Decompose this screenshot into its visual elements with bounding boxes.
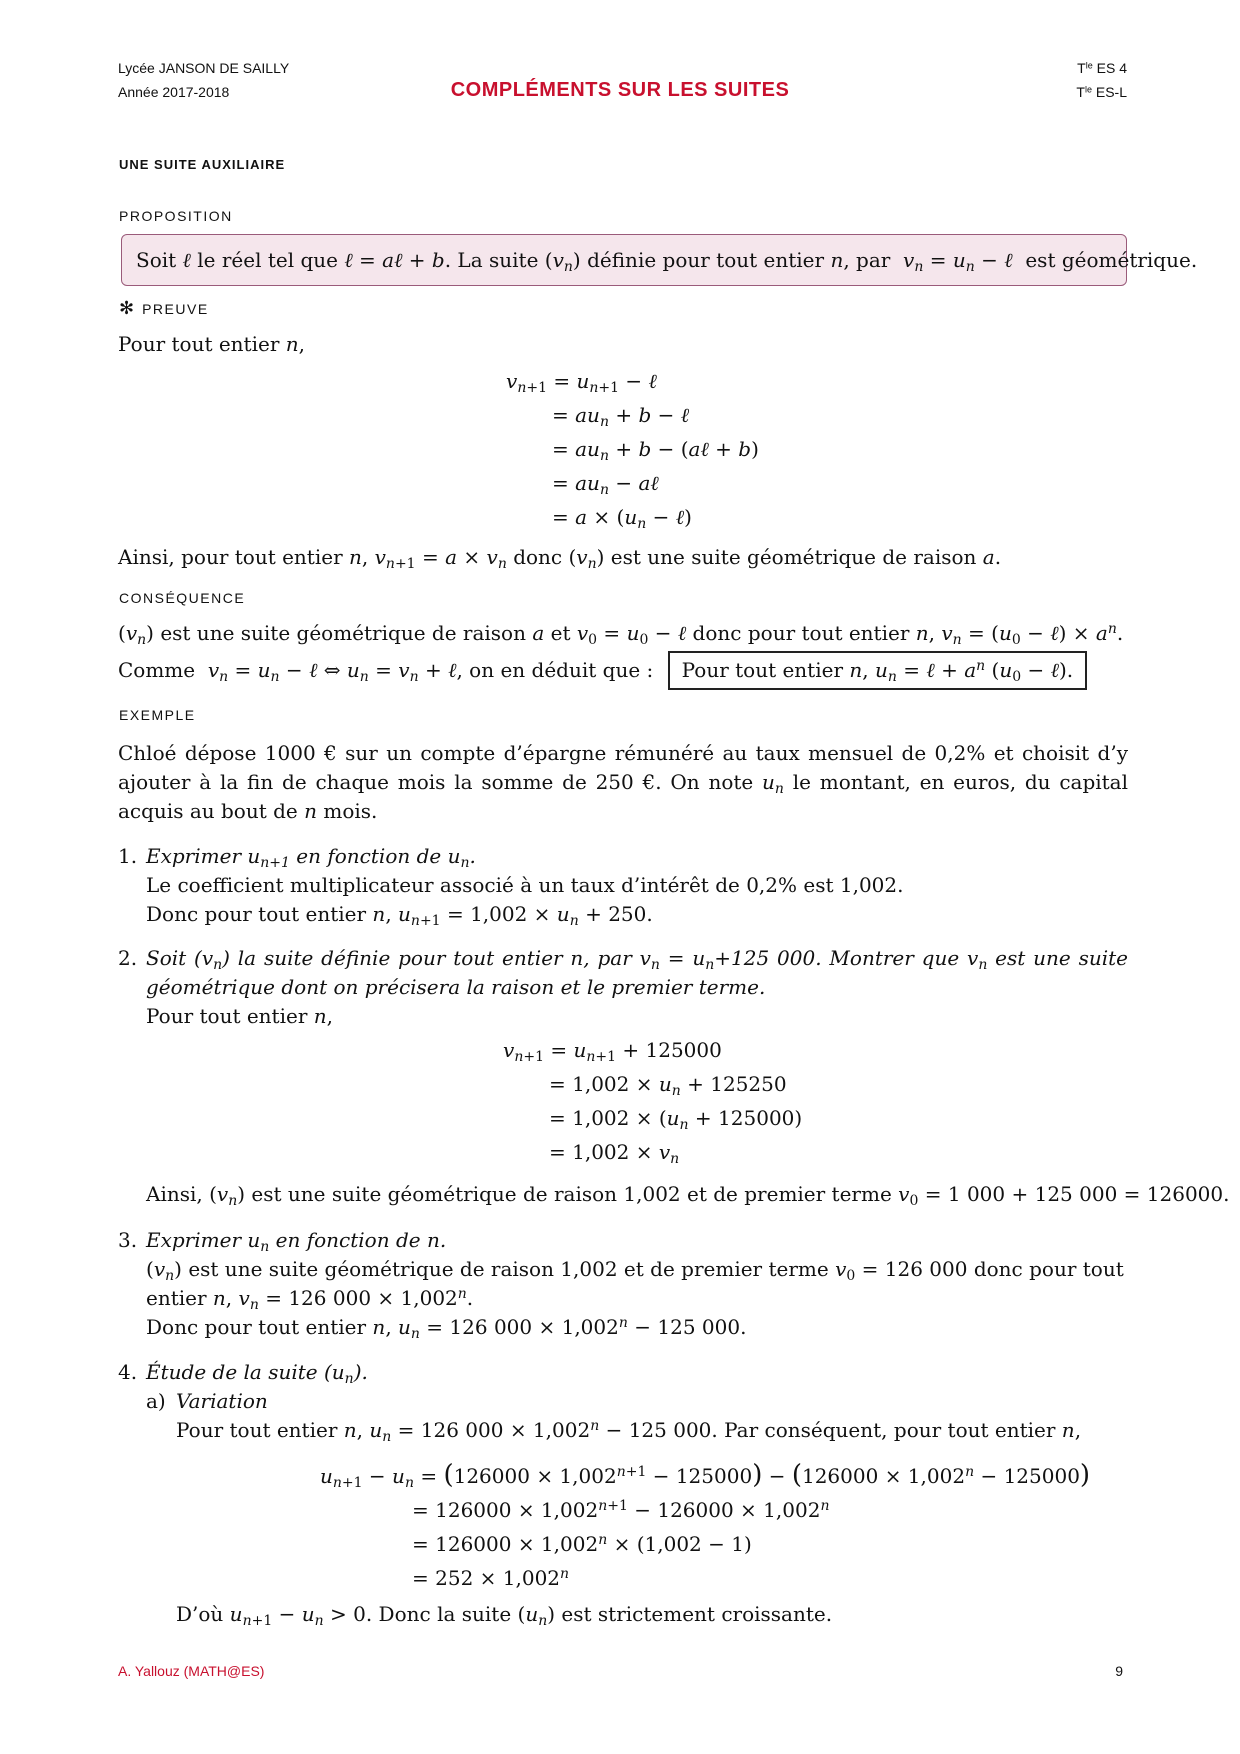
- footer-author: A. Yallouz (MATH@ES): [118, 1663, 265, 1679]
- header-school: Lycée JANSON DE SAILLY: [118, 60, 290, 76]
- item-4: Étude de la suite $(u_n)$. a) Variation Pour tout entier n, $u_n = 126$ $000 \times 1,002^n - 125$ 000. Par conséquent, pour tout entier n,: [146, 1360, 1082, 1446]
- item-1-number: 1.: [118, 844, 138, 868]
- header-class-2: $T^{le}$ ES-L: [1076, 84, 1127, 100]
- item-3-number: 3.: [118, 1228, 138, 1252]
- item-1: Exprimer $u_{n+1}$ en fonction de $u_n$. Le coefficient multiplicateur associé à un taux d’intérêt de 0,2% est 1,002. Donc pour tout entier n, $u_{n+1} = 1,002 \times u_n + 250$.: [146, 844, 904, 930]
- preuve-equations: $v_{n+1} = u_{n+1}$ − ℓ = $au_n + b$ − ℓ = $au_n + b$ − (aℓ + b) = $au_n$ − aℓ = $a \times (u_n$ − ℓ): [506, 369, 759, 533]
- exemple-intro: Chloé dépose 1000 € sur un compte d’épargne rémunéré au taux mensuel de 0,2% et choisit d’y ajouter à la fin de chaque mois la somme de 250 €. On note $u_n$ le montant, en euros, du capital acquis au bout de n mois.: [118, 741, 1128, 823]
- item-2: Soit $(v_n)$ la suite définie pour tout entier n, par $v_n = u_n+125$ 000. Montrer que $v_n$ est une suite géométrique dont on précisera la raison et le premier terme. Pour tout entier n,: [146, 946, 1128, 1028]
- item-4-conclusion: D’où $u_{n+1} - u_n > 0$. Donc la suite $(u_n)$ est strictement croissante.: [176, 1602, 833, 1630]
- item-2-number: 2.: [118, 946, 138, 970]
- consequence-label: CONSÉQUENCE: [119, 590, 246, 606]
- header-class-1: $T^{le}$ ES 4: [1077, 60, 1127, 76]
- item-3: Exprimer $u_n$ en fonction de n. $(v_n)$ est une suite géométrique de raison 1,002 et de premier terme $v_0 = 126$ 000 donc pour tout entier n, $v_n = 126$ $000 \times 1,002^n$. Donc pour tout entier n, $u_n = 126$ $000 \times 1,002^n - 125$ 000.: [146, 1228, 1124, 1343]
- proposition-label: PROPOSITION: [119, 208, 233, 224]
- item-2-equations: $v_{n+1} = u_{n+1} + 125000$ = $1,002 \times u_n + 125250$ = $1,002 \times (u_n + 125000)$ = $1,002 \times v_n$: [503, 1038, 803, 1168]
- result-box: Pour tout entier n, $u_n$ = ℓ + $a^n$ ($u_0$ − ℓ).: [668, 651, 1088, 690]
- exemple-label: EXEMPLE: [119, 707, 196, 723]
- item-4-equations: $u_{n+1} - u_n = (126000 \times 1,002^{n+1} - 125000) - (126000 \times 1,002^n - 125000)$ = $126000 \times 1,002^{n+1} - 126000 \times 1,002^n$ = $126000 \times 1,002^n \times (1,002 - 1)$ = $252 \times 1,002^n$: [320, 1460, 1091, 1590]
- preuve-conclusion: Ainsi, pour tout entier n, $v_{n+1} = a \times v_n$ donc $(v_n)$ est une suite géométrique de raison a.: [118, 545, 1002, 573]
- header-year: Année 2017-2018: [118, 84, 230, 100]
- preuve-label: ✻ PREUVE: [119, 298, 209, 318]
- consequence-line-2: Comme $v_n = u_n$ − ℓ ⇔ $u_n = v_n$ + ℓ, on en déduit que : Pour tout entier n, $u_n$ = ℓ + $a^n$ ($u_0$ − ℓ).: [118, 651, 1087, 690]
- preuve-intro: Pour tout entier n,: [118, 332, 305, 356]
- page-title: COMPLÉMENTS SUR LES SUITES: [450, 79, 790, 101]
- item-2-conclusion: Ainsi, $(v_n)$ est une suite géométrique de raison 1,002 et de premier terme $v_0 = 1$ 000 + 125 000 = 126000.: [146, 1182, 1230, 1210]
- section-heading: UNE SUITE AUXILIAIRE: [119, 157, 286, 172]
- page-number: 9: [1115, 1663, 1123, 1679]
- item-4-number: 4.: [118, 1360, 138, 1384]
- proposition-box: Soit ℓ le réel tel que ℓ = aℓ + b. La suite $(v_n)$ définie pour tout entier n, par $v_n = u_n$ − ℓ est géométrique.: [121, 234, 1127, 286]
- consequence-line-1: $(v_n)$ est une suite géométrique de raison a et $v_0 = u_0$ − ℓ donc pour tout entier n, $v_n = (u_0$ − ℓ) × $a^n$.: [118, 621, 1124, 649]
- asterisk-icon: ✻: [119, 298, 135, 318]
